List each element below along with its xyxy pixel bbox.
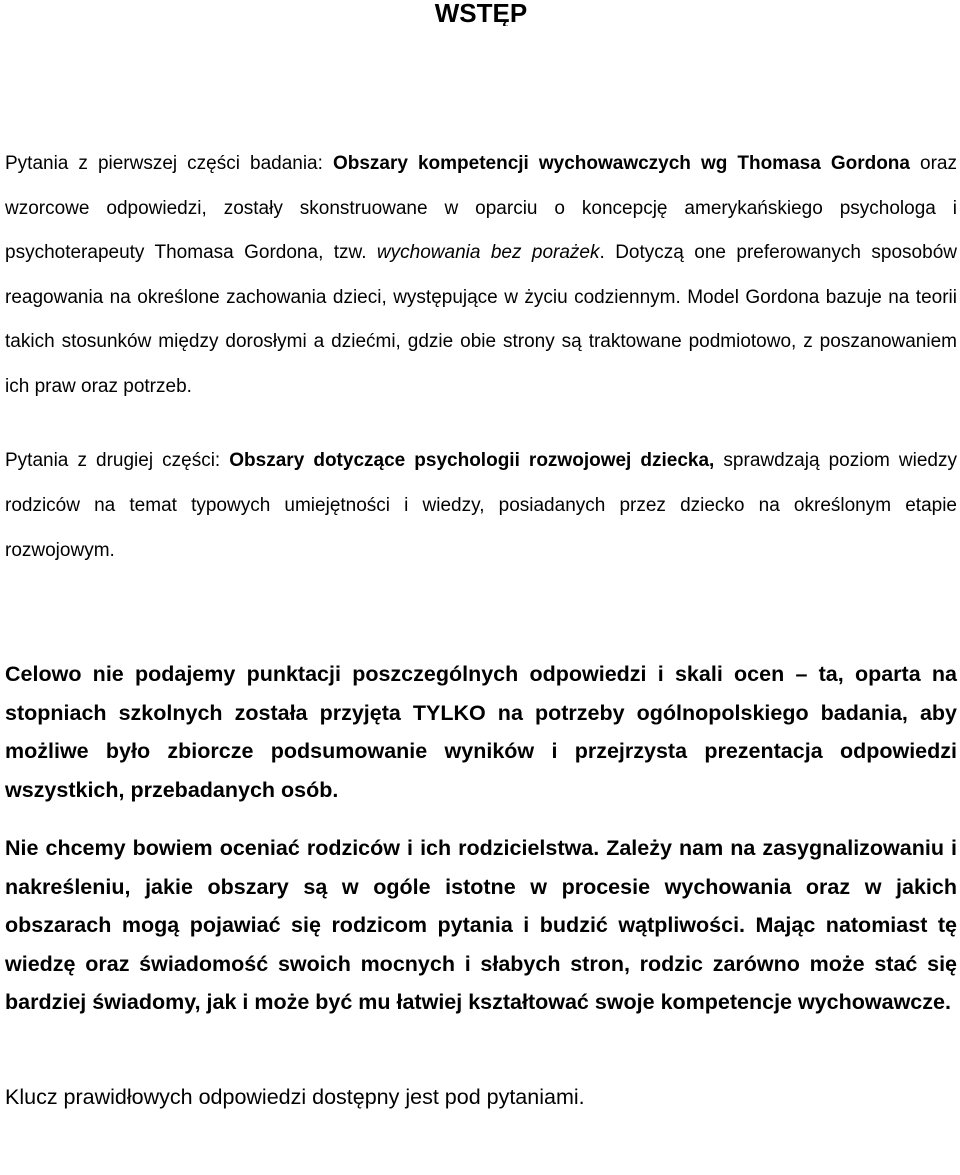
- page-title: WSTĘP: [434, 0, 528, 26]
- p2-tail: sprawdzają poziom wiedzy rodziców na temat typowych umiejętności i wiedzy, posiadanych przez dziecko na określonym etapie rozwojowym.: [5, 450, 957, 561]
- purpose-paragraph: Nie chcemy bowiem oceniać rodziców i ich rodzicielstwa. Zależy nam na zasygnalizowaniu i nakreśleniu, jakie obszary są w ogóle istotne w procesie wychowania oraz w jakich obszarach mogą pojawiać się rodzicom pytania i budzić wątpliwości. Mając natomiast tę wiedzę oraz świadomość swoich mocnych i słabych stron, rodzic zarówno może stać się bardziej świadomy, jak i może być mu łatwiej kształtować swoje kompetencje wychowawcze.: [5, 836, 957, 1014]
- p1-tail: . Dotyczą one preferowanych sposobów reagowania na określone zachowania dzieci, występujące w życiu codziennym. Model Gordona bazuje na teorii takich stosunków między dorosłymi a dziećmi, gdzie obie strony są traktowane podmiotowo, z poszanowaniem ich praw oraz potrzeb.: [5, 242, 957, 397]
- intro-paragraph-development: [5, 438, 957, 573]
- document-page: [5, 0, 957, 1112]
- p1-lead: Pytania z pierwszej części badania:: [5, 153, 333, 174]
- p1-italic-term: wychowania bez porażek: [376, 242, 600, 263]
- scoring-note-paragraph: Celowo nie podajemy punktacji poszczególnych odpowiedzi i skali ocen – ta, oparta na stopniach szkolnych została przyjęta TYLKO na potrzeby ogólnopolskiego badania, aby możliwe było zbiorcze podsumowanie wyników i przejrzysta prezentacja odpowiedzi wszystkich, przebadanych osób.: [5, 662, 957, 802]
- p2-lead: Pytania z drugiej części:: [5, 450, 230, 471]
- p1-mid: oraz wzorcowe odpowiedzi, zostały skonstruowane w oparciu o koncepcję amerykańskiego psychologa i psychoterapeuty Thomasa Gordona, tzw.: [5, 153, 957, 263]
- intro-paragraph-gordon: [5, 142, 957, 409]
- p1-bold-section-title: Obszary kompetencji wychowawczych wg Thomasa Gordona: [332, 153, 910, 174]
- answer-key-note: Klucz prawidłowych odpowiedzi dostępny jest pod pytaniami.: [5, 1084, 585, 1109]
- p2-bold-section-title: Obszary dotyczące psychologii rozwojowej dziecka,: [229, 450, 715, 471]
